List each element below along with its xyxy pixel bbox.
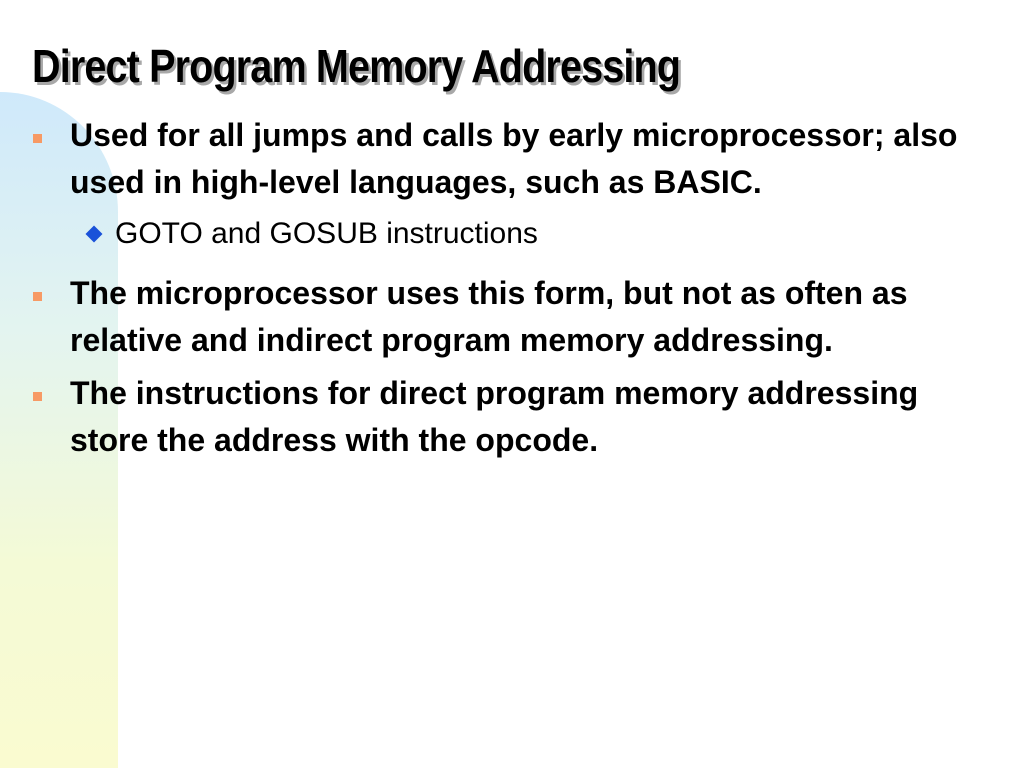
square-bullet-icon xyxy=(33,392,42,401)
sub-bullet-item xyxy=(30,212,980,256)
bullet-text: The microprocessor uses this form, but not as often as relative and indirect program memory addressing. xyxy=(70,275,908,358)
sub-bullet-text: GOTO and GOSUB instructions xyxy=(115,217,538,250)
square-bullet-icon xyxy=(33,292,42,301)
bullet-item xyxy=(30,112,980,206)
bullet-item xyxy=(30,270,980,364)
square-bullet-icon xyxy=(33,134,42,143)
bullet-item xyxy=(30,370,980,464)
bullet-text: Used for all jumps and calls by early microprocessor; also used in high-level languages, such as BASIC. xyxy=(70,117,958,200)
diamond-bullet-icon xyxy=(86,226,103,243)
slide-title: Direct Program Memory Addressing xyxy=(32,40,681,92)
bullet-list xyxy=(30,112,980,470)
bullet-text: The instructions for direct program memory addressing store the address with the opcode. xyxy=(70,375,919,458)
